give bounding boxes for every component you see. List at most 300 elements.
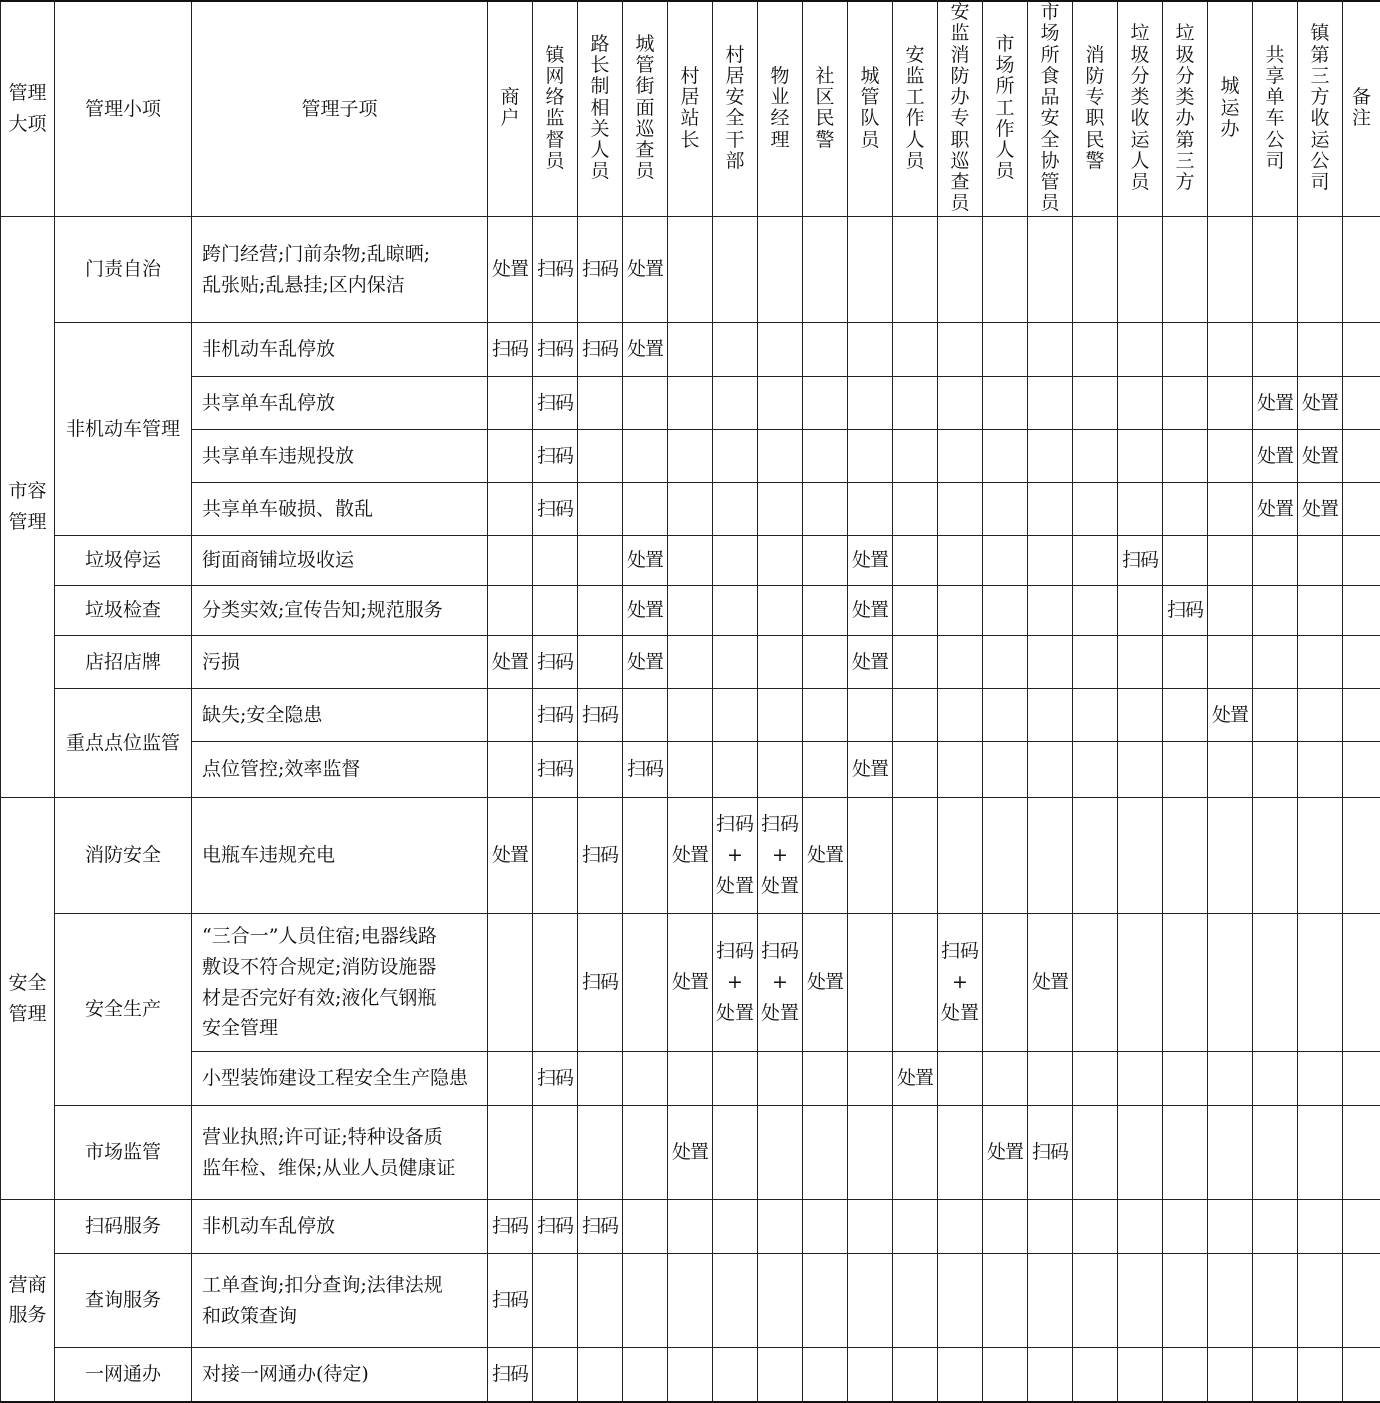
role-cell [1298, 586, 1343, 636]
role-cell: 处置 [1253, 377, 1298, 430]
note-cell [1343, 1052, 1380, 1106]
header-role: 安监消防办专职巡查员 [938, 1, 983, 217]
role-cell [1163, 1052, 1208, 1106]
role-cell [533, 914, 578, 1052]
role-cell: 处置 [1253, 483, 1298, 536]
role-cell [668, 742, 713, 798]
role-cell [938, 1254, 983, 1348]
role-cell [1253, 586, 1298, 636]
role-cell [1208, 636, 1253, 689]
header-note: 备注 [1343, 1, 1380, 217]
role-cell [1073, 536, 1118, 586]
role-cell: 扫码 [533, 217, 578, 323]
role-cell [938, 798, 983, 914]
role-cell [1118, 636, 1163, 689]
role-cell [1253, 323, 1298, 377]
header-role: 村居站长 [668, 1, 713, 217]
role-cell [713, 483, 758, 536]
role-cell: 处置 [893, 1052, 938, 1106]
role-cell: 扫码 + 处置 [758, 914, 803, 1052]
role-cell [578, 1254, 623, 1348]
role-cell [1298, 742, 1343, 798]
role-cell [893, 377, 938, 430]
role-cell [1073, 1348, 1118, 1402]
role-cell [758, 536, 803, 586]
role-cell [623, 377, 668, 430]
role-cell [893, 430, 938, 483]
role-cell [1028, 430, 1073, 483]
role-cell [1118, 586, 1163, 636]
role-cell [578, 483, 623, 536]
role-cell: 处置 [1028, 914, 1073, 1052]
role-cell: 扫码 [533, 742, 578, 798]
role-cell [1298, 636, 1343, 689]
role-cell [758, 586, 803, 636]
role-cell [803, 377, 848, 430]
note-cell [1343, 1106, 1380, 1200]
subitem-cell: 分类实效;宣传告知;规范服务 [192, 586, 488, 636]
role-cell [713, 636, 758, 689]
role-cell: 扫码 [578, 689, 623, 742]
role-cell: 扫码 [533, 689, 578, 742]
role-cell [713, 323, 758, 377]
role-cell [488, 1106, 533, 1200]
role-cell [1208, 377, 1253, 430]
role-cell [488, 1052, 533, 1106]
role-cell [1208, 1254, 1253, 1348]
role-cell [1028, 1348, 1073, 1402]
role-cell [623, 1106, 668, 1200]
table-row [1, 217, 1380, 323]
role-cell [1073, 914, 1118, 1052]
role-cell [1298, 1052, 1343, 1106]
role-cell [1253, 1106, 1298, 1200]
role-cell: 扫码 [578, 914, 623, 1052]
subitem-cell: “三合一”人员住宿;电器线路 敷设不符合规定;消防设施器 材是否完好有效;液化气钢瓶 安全管理 [192, 914, 488, 1052]
role-cell [488, 586, 533, 636]
category-cell: 查询服务 [55, 1254, 192, 1348]
role-cell [488, 914, 533, 1052]
role-cell [1208, 430, 1253, 483]
role-cell [893, 742, 938, 798]
table-row [1, 536, 1380, 586]
role-cell [1118, 217, 1163, 323]
role-cell [938, 430, 983, 483]
role-cell [1118, 483, 1163, 536]
subitem-cell: 街面商铺垃圾收运 [192, 536, 488, 586]
header-role: 垃圾分类收运人员 [1118, 1, 1163, 217]
role-cell [578, 1348, 623, 1402]
role-cell [713, 1254, 758, 1348]
role-cell: 扫码 [578, 217, 623, 323]
subitem-cell: 污损 [192, 636, 488, 689]
table-row [1, 430, 1380, 483]
role-cell [578, 536, 623, 586]
role-cell: 处置 [668, 914, 713, 1052]
header-role: 镇网络监督员 [533, 1, 578, 217]
role-cell [893, 689, 938, 742]
role-cell: 扫码 [533, 483, 578, 536]
role-cell [1118, 323, 1163, 377]
role-cell [848, 689, 893, 742]
role-cell [758, 1348, 803, 1402]
role-cell [578, 586, 623, 636]
table-row [1, 689, 1380, 742]
role-cell [938, 742, 983, 798]
role-cell [758, 217, 803, 323]
role-cell [1073, 742, 1118, 798]
role-cell [1298, 914, 1343, 1052]
header-minor: 管理小项 [55, 1, 192, 217]
role-cell [713, 1348, 758, 1402]
role-cell [1073, 689, 1118, 742]
role-cell [668, 430, 713, 483]
role-cell: 扫码 [488, 1200, 533, 1254]
role-cell [488, 689, 533, 742]
role-cell [488, 536, 533, 586]
role-cell [848, 430, 893, 483]
role-cell: 处置 [848, 536, 893, 586]
category-cell: 安全生产 [55, 914, 192, 1106]
table-row [1, 586, 1380, 636]
subitem-cell: 电瓶车违规充电 [192, 798, 488, 914]
role-cell [983, 217, 1028, 323]
role-cell [848, 483, 893, 536]
role-cell [713, 689, 758, 742]
table-row [1, 742, 1380, 798]
role-cell [668, 217, 713, 323]
role-cell [803, 483, 848, 536]
role-cell [1028, 323, 1073, 377]
role-cell [893, 636, 938, 689]
header-role: 镇第三方收运公司 [1298, 1, 1343, 217]
role-cell [533, 1348, 578, 1402]
subitem-cell: 缺失;安全隐患 [192, 689, 488, 742]
role-cell [713, 1052, 758, 1106]
role-cell [893, 586, 938, 636]
role-cell [803, 1200, 848, 1254]
role-cell [1208, 742, 1253, 798]
role-cell [1208, 798, 1253, 914]
role-cell: 处置 [623, 586, 668, 636]
role-cell: 处置 [488, 217, 533, 323]
role-cell: 扫码 + 处置 [758, 798, 803, 914]
subitem-cell: 跨门经营;门前杂物;乱晾晒; 乱张贴;乱悬挂;区内保洁 [192, 217, 488, 323]
role-cell [983, 323, 1028, 377]
role-cell [893, 798, 938, 914]
role-cell: 扫码 [533, 323, 578, 377]
role-cell [1253, 1200, 1298, 1254]
role-cell [1208, 914, 1253, 1052]
role-cell [578, 377, 623, 430]
role-cell [983, 377, 1028, 430]
role-cell [1073, 1106, 1118, 1200]
role-cell: 处置 [848, 742, 893, 798]
table-row [1, 1106, 1380, 1200]
role-cell [758, 1052, 803, 1106]
role-cell [713, 217, 758, 323]
role-cell [623, 1348, 668, 1402]
role-cell [848, 1254, 893, 1348]
role-cell [668, 1348, 713, 1402]
note-cell [1343, 217, 1380, 323]
role-cell [938, 1052, 983, 1106]
role-cell [1163, 1106, 1208, 1200]
role-cell [1298, 798, 1343, 914]
role-cell: 扫码 [488, 323, 533, 377]
role-cell [983, 689, 1028, 742]
role-cell: 处置 [668, 798, 713, 914]
table-row [1, 377, 1380, 430]
role-cell [488, 483, 533, 536]
note-cell [1343, 377, 1380, 430]
note-cell [1343, 1254, 1380, 1348]
role-cell [533, 1254, 578, 1348]
role-cell [983, 636, 1028, 689]
role-cell [1073, 798, 1118, 914]
role-cell [713, 742, 758, 798]
role-cell [803, 430, 848, 483]
role-cell [1028, 1052, 1073, 1106]
role-cell [1073, 586, 1118, 636]
role-cell [803, 742, 848, 798]
role-cell [1298, 536, 1343, 586]
subitem-cell: 非机动车乱停放 [192, 1200, 488, 1254]
role-cell [1073, 1200, 1118, 1254]
role-cell [668, 323, 713, 377]
role-cell [578, 636, 623, 689]
role-cell [893, 1254, 938, 1348]
role-cell [1208, 1106, 1253, 1200]
role-cell: 扫码 [1028, 1106, 1073, 1200]
category-cell: 重点点位监管 [55, 689, 192, 798]
subitem-cell: 共享单车违规投放 [192, 430, 488, 483]
role-cell [668, 1052, 713, 1106]
header-major: 管理 大项 [1, 1, 55, 217]
header-role: 村居安全干部 [713, 1, 758, 217]
role-cell [1253, 636, 1298, 689]
role-cell: 处置 [983, 1106, 1028, 1200]
role-cell [938, 377, 983, 430]
role-cell [983, 483, 1028, 536]
role-cell [803, 1348, 848, 1402]
role-cell [1118, 689, 1163, 742]
role-cell [758, 1106, 803, 1200]
role-cell [1163, 636, 1208, 689]
role-cell [1118, 377, 1163, 430]
role-cell [848, 377, 893, 430]
role-cell [938, 536, 983, 586]
header-role: 安监工作人员 [893, 1, 938, 217]
role-cell [1253, 217, 1298, 323]
role-cell [848, 217, 893, 323]
table-row [1, 636, 1380, 689]
role-cell [533, 1106, 578, 1200]
role-cell [1208, 483, 1253, 536]
role-cell [713, 377, 758, 430]
role-cell [983, 536, 1028, 586]
category-cell: 消防安全 [55, 798, 192, 914]
role-cell [1028, 377, 1073, 430]
role-cell [1298, 323, 1343, 377]
role-cell: 处置 [803, 798, 848, 914]
subitem-cell: 小型装饰建设工程安全生产隐患 [192, 1052, 488, 1106]
role-cell [623, 483, 668, 536]
role-cell [1118, 1348, 1163, 1402]
role-cell [533, 586, 578, 636]
header-role: 物业经理 [758, 1, 803, 217]
role-cell [803, 536, 848, 586]
role-cell [1028, 689, 1073, 742]
role-cell [803, 217, 848, 323]
role-cell [893, 483, 938, 536]
role-cell [803, 1052, 848, 1106]
role-cell: 处置 [488, 636, 533, 689]
role-cell [668, 1200, 713, 1254]
role-cell [1208, 323, 1253, 377]
role-cell: 处置 [1253, 430, 1298, 483]
role-cell: 处置 [1298, 430, 1343, 483]
subitem-cell: 共享单车乱停放 [192, 377, 488, 430]
table-row [1, 323, 1380, 377]
role-cell: 扫码 [1163, 586, 1208, 636]
role-cell [1253, 689, 1298, 742]
role-cell [668, 1254, 713, 1348]
role-cell [1163, 217, 1208, 323]
role-cell [983, 1348, 1028, 1402]
role-cell [893, 217, 938, 323]
role-cell [1073, 323, 1118, 377]
note-cell [1343, 323, 1380, 377]
role-cell: 处置 [623, 217, 668, 323]
role-cell [1163, 1200, 1208, 1254]
role-cell: 处置 [1208, 689, 1253, 742]
role-cell [488, 430, 533, 483]
role-cell [713, 1106, 758, 1200]
category-cell: 一网通办 [55, 1348, 192, 1402]
role-cell [713, 536, 758, 586]
role-cell [668, 586, 713, 636]
header-row [1, 1, 1380, 217]
role-cell [578, 1052, 623, 1106]
role-cell [1208, 217, 1253, 323]
role-cell: 扫码 [533, 1052, 578, 1106]
role-cell [983, 742, 1028, 798]
role-cell [578, 430, 623, 483]
role-cell [533, 798, 578, 914]
role-cell [668, 689, 713, 742]
header-role: 市场所食品安全协管员 [1028, 1, 1073, 217]
role-cell [1208, 1052, 1253, 1106]
role-cell: 处置 [623, 636, 668, 689]
role-cell [938, 323, 983, 377]
role-cell [1118, 798, 1163, 914]
role-cell [1028, 536, 1073, 586]
role-cell [623, 430, 668, 483]
role-cell [893, 1348, 938, 1402]
role-cell [893, 323, 938, 377]
role-cell: 扫码 [578, 323, 623, 377]
role-cell [758, 1254, 803, 1348]
role-cell [848, 323, 893, 377]
role-cell [758, 742, 803, 798]
role-cell: 扫码 [533, 636, 578, 689]
role-cell [983, 1200, 1028, 1254]
role-cell [1253, 914, 1298, 1052]
role-cell [488, 377, 533, 430]
role-cell [803, 586, 848, 636]
role-cell [1163, 798, 1208, 914]
role-cell [938, 1200, 983, 1254]
role-cell [1163, 689, 1208, 742]
role-cell: 扫码 [578, 798, 623, 914]
role-cell [1028, 217, 1073, 323]
category-cell: 门责自治 [55, 217, 192, 323]
role-cell: 扫码 + 处置 [938, 914, 983, 1052]
role-cell [1163, 536, 1208, 586]
table-row [1, 914, 1380, 1052]
role-cell [1163, 377, 1208, 430]
role-cell: 处置 [623, 323, 668, 377]
role-cell [1208, 1348, 1253, 1402]
note-cell [1343, 430, 1380, 483]
role-cell [848, 1348, 893, 1402]
role-cell [1028, 1254, 1073, 1348]
category-cell: 垃圾停运 [55, 536, 192, 586]
subitem-cell: 共享单车破损、散乱 [192, 483, 488, 536]
role-cell: 处置 [848, 586, 893, 636]
role-cell [1028, 636, 1073, 689]
role-cell [1253, 1348, 1298, 1402]
role-cell [893, 1106, 938, 1200]
role-cell [668, 636, 713, 689]
role-cell [848, 914, 893, 1052]
role-cell [1208, 1200, 1253, 1254]
role-cell [623, 1052, 668, 1106]
role-cell: 处置 [488, 798, 533, 914]
role-cell [848, 1106, 893, 1200]
role-cell [1073, 430, 1118, 483]
role-cell [758, 689, 803, 742]
role-cell: 扫码 [1118, 536, 1163, 586]
note-cell [1343, 636, 1380, 689]
role-cell: 处置 [623, 536, 668, 586]
role-cell [1298, 1106, 1343, 1200]
role-cell [1118, 1106, 1163, 1200]
role-cell [623, 914, 668, 1052]
role-cell: 扫码 [533, 377, 578, 430]
role-cell [1253, 536, 1298, 586]
header-role: 商户 [488, 1, 533, 217]
role-cell [1118, 914, 1163, 1052]
role-cell [1118, 1254, 1163, 1348]
header-role: 社区民警 [803, 1, 848, 217]
subitem-cell: 工单查询;扣分查询;法律法规 和政策查询 [192, 1254, 488, 1348]
group-cell: 营商 服务 [1, 1200, 55, 1402]
role-cell: 扫码 + 处置 [713, 798, 758, 914]
role-cell [1073, 217, 1118, 323]
role-cell [668, 377, 713, 430]
group-cell: 市容 管理 [1, 217, 55, 798]
role-cell [1073, 1254, 1118, 1348]
table-row [1, 1254, 1380, 1348]
role-cell [1298, 1348, 1343, 1402]
note-cell [1343, 483, 1380, 536]
role-cell [1163, 1348, 1208, 1402]
role-cell [1028, 742, 1073, 798]
category-cell: 非机动车管理 [55, 323, 192, 536]
role-cell [758, 323, 803, 377]
